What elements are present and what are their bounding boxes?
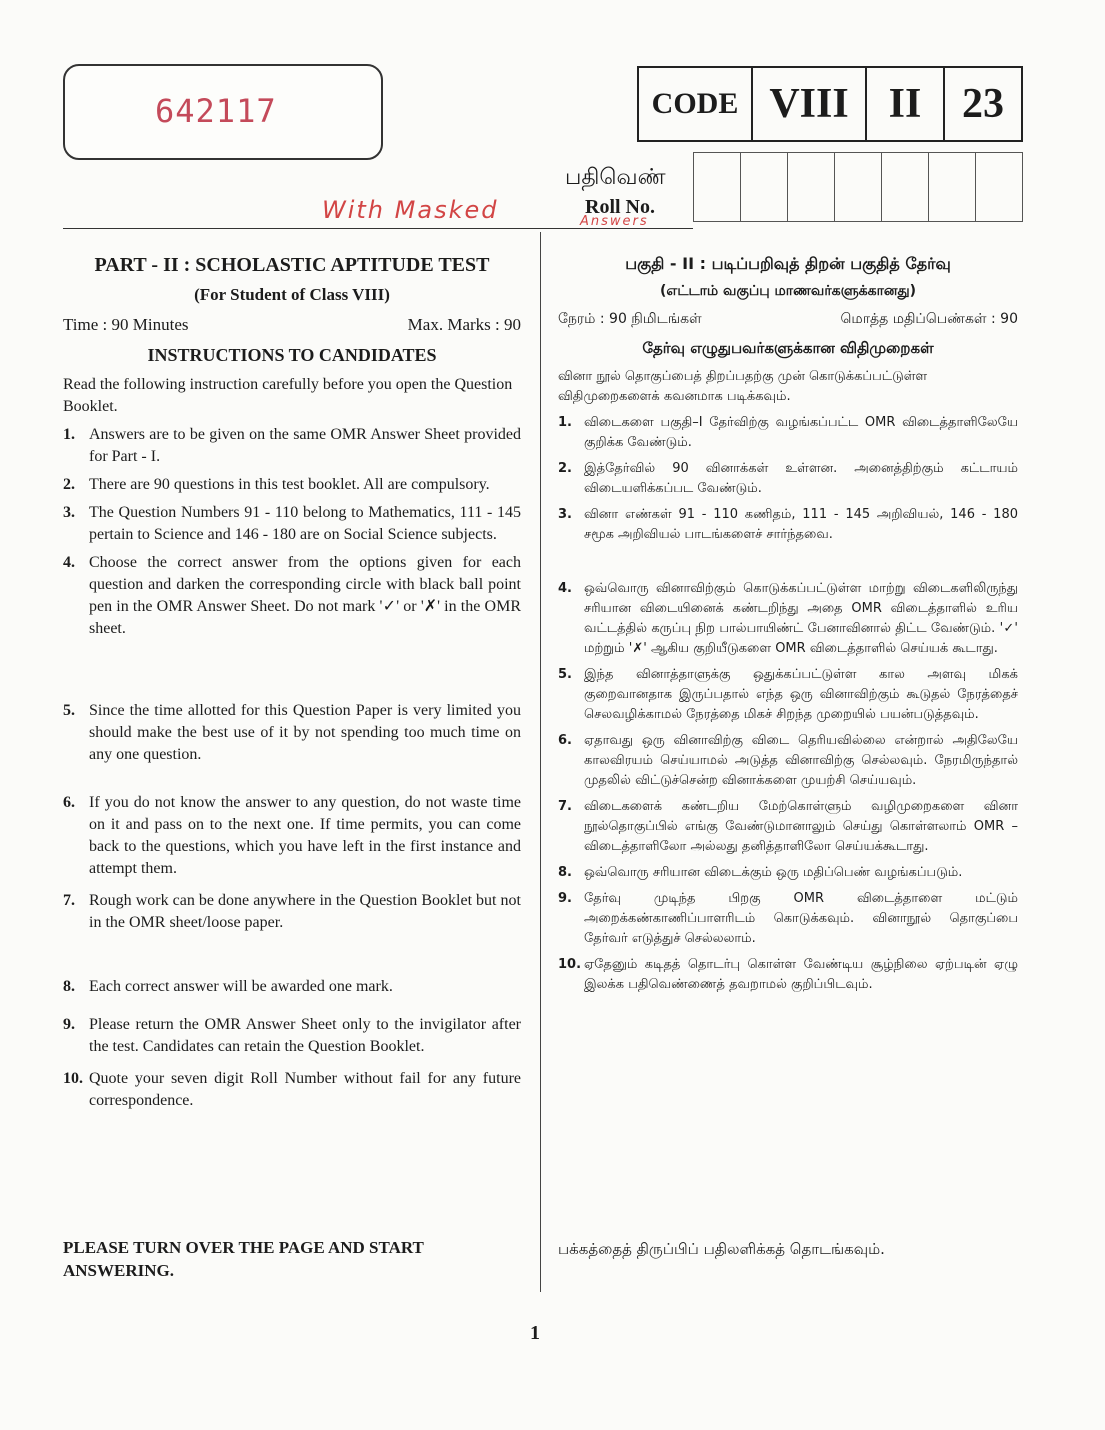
roll-label-tamil: பதிவெண் (565, 164, 666, 189)
list-item (63, 700, 521, 766)
item-number: 6. (558, 733, 572, 748)
english-intro: Read the following instruction carefully before you open the Question Booklet. (63, 376, 513, 415)
item-number: 3. (63, 504, 75, 521)
column-divider (540, 232, 541, 1292)
item-text: Each correct answer will be awarded one mark. (89, 978, 393, 995)
item-number: 1. (63, 426, 75, 443)
roll-number-cell[interactable] (835, 153, 882, 221)
list-item (63, 1014, 521, 1058)
list-item (63, 424, 521, 468)
item-text: இத்தேர்வில் 90 வினாக்கள் உள்ளன. அனைத்திற்கும் கட்டாயம் விடையளிக்கப்பட வேண்டும். (584, 461, 1018, 496)
list-item (63, 502, 521, 546)
list-item (63, 552, 521, 640)
list-item (558, 889, 1018, 949)
english-time: Time : 90 Minutes (63, 315, 189, 334)
item-number: 6. (63, 794, 75, 811)
item-text: ஒவ்வொரு வினாவிற்கும் கொடுக்கப்பட்டுள்ள மாற்று விடைகளிலிருந்து சரியான விடையினைக் கண்டறிந்து அதை OMR விடைத்தாளில் உரிய வட்டத்தில் கருப்பு நிற பால்பாயிண்ட் பேனாவினால் திட்ட வேண்டும். '✓' மற்றும் '✗' ஆகிய குறியீடுகளை OMR விடைத்தாளில் செய்யக் கூடாது. (584, 581, 1018, 656)
item-text: Choose the correct answer from the options given for each question and darken the corresponding circle with black ball point pen in the OMR Answer Sheet. Do not mark '✓' or '✗' in the OMR sheet. (89, 554, 521, 637)
english-column (63, 254, 521, 1280)
item-number: 2. (63, 476, 75, 493)
roll-number-cell[interactable] (976, 153, 1022, 221)
item-text: Rough work can be done anywhere in the Question Booklet but not in the OMR sheet/loose paper. (89, 892, 521, 931)
code-year: 23 (962, 81, 1004, 127)
item-number: 3. (558, 507, 572, 522)
code-class: VIII (753, 68, 867, 140)
item-number: 8. (63, 978, 75, 995)
list-item (63, 474, 521, 496)
list-item (558, 863, 1018, 883)
item-number: 5. (558, 667, 572, 682)
list-item (63, 890, 521, 934)
item-number: 2. (558, 461, 572, 476)
tamil-instructions-heading: தேர்வு எழுதுபவர்களுக்கான விதிமுறைகள் (642, 339, 934, 357)
roll-number-cell[interactable] (694, 153, 741, 221)
item-number: 10. (63, 1070, 83, 1087)
english-instructions-heading: INSTRUCTIONS TO CANDIDATES (147, 345, 437, 365)
tamil-time: நேரம் : 90 நிமிடங்கள் (558, 311, 702, 327)
header-rule (63, 228, 693, 229)
handwritten-annotation-2: Answers (580, 214, 649, 229)
item-number: 5. (63, 702, 75, 719)
item-text: If you do not know the answer to any question, do not waste time on it and pass on to the next one. If time permits, you can come back to the questions, which you have left in the first instance and attempt them. (89, 794, 521, 877)
tamil-marks: மொத்த மதிப்பெண்கள் : 90 (840, 311, 1018, 327)
code-part: II (867, 68, 945, 140)
code-label: CODE (639, 68, 753, 140)
tamil-instruction-list (558, 413, 1018, 995)
item-text: ஒவ்வொரு சரியான விடைக்கும் ஒரு மதிப்பெண் வழங்கப்படும். (584, 865, 963, 880)
english-time-marks (63, 315, 521, 335)
list-item (558, 797, 1018, 857)
item-number: 9. (558, 891, 572, 906)
item-number: 7. (558, 799, 572, 814)
list-item (558, 731, 1018, 791)
item-text: There are 90 questions in this test booklet. All are compulsory. (89, 476, 490, 493)
list-item (63, 792, 521, 880)
item-number: 4. (558, 581, 572, 596)
list-item (558, 413, 1018, 453)
list-item (558, 955, 1018, 995)
serial-number-box (63, 64, 383, 160)
english-footer: PLEASE TURN OVER THE PAGE AND START ANSWERING. (63, 1238, 424, 1280)
item-number: 10. (558, 957, 582, 972)
roll-number-grid (693, 152, 1023, 222)
tamil-column (558, 254, 1018, 1258)
item-text: The Question Numbers 91 - 110 belong to Mathematics, 111 - 145 pertain to Science and 146 - 180 are on Social Science subjects. (89, 504, 521, 543)
tamil-subtitle: (எட்டாம் வகுப்பு மாணவர்களுக்கானது) (660, 283, 916, 299)
item-text: வினா எண்கள் 91 - 110 கணிதம், 111 - 145 அறிவியல், 146 - 180 சமூக அறிவியல் பாடங்களைச் சார்ந்தவை. (584, 507, 1018, 542)
list-item (558, 579, 1018, 659)
item-number: 8. (558, 865, 572, 880)
list-item (63, 1068, 521, 1112)
tamil-footer: பக்கத்தைத் திருப்பிப் பதிலளிக்கத் தொடங்கவும். (558, 1240, 885, 1258)
english-subtitle: (For Student of Class VIII) (194, 285, 390, 304)
item-text: ஏதாவது ஒரு வினாவிற்கு விடை தெரியவில்லை என்றால் அதிலேயே காலவிரயம் செய்யாமல் அடுத்த வினாவிற்கு செல்லவும். நேரமிருந்தால் முதலில் விட்டுச்சென்ற வினாக்களை முயற்சி செய்யவும். (584, 733, 1018, 788)
item-text: விடைகளைக் கண்டறிய மேற்கொள்ளும் வழிமுறைகளை வினா நூல்தொகுப்பில் எங்கு வேண்டுமானாலும் செய்து கொள்ளலாம் OMR – விடைத்தாளிலோ அல்லது தனித்தாளிலோ செய்யக்கூடாது. (584, 799, 1018, 854)
list-item (558, 505, 1018, 545)
item-text: Answers are to be given on the same OMR Answer Sheet provided for Part - I. (89, 426, 521, 465)
english-instruction-list (63, 424, 521, 1112)
roll-label: Roll No. (585, 196, 655, 218)
english-title: PART - II : SCHOLASTIC APTITUDE TEST (94, 254, 490, 276)
tamil-time-marks (558, 311, 1018, 329)
item-text: ஏதேனும் கடிதத் தொடர்பு கொள்ள வேண்டிய சூழ்நிலை ஏற்படின் ஏழு இலக்க பதிவெண்ணைத் தவறாமல் குறிப்பிடவும். (584, 957, 1018, 992)
roll-number-cell[interactable] (741, 153, 788, 221)
item-text: தேர்வு முடிந்த பிறகு OMR விடைத்தாளை மட்டும் அறைக்கண்காணிப்பாளரிடம் கொடுக்கவும். வினாநூல் தொகுப்பை தேர்வர் எடுத்துச் செல்லலாம். (584, 891, 1018, 946)
page-number: 1 (530, 1322, 540, 1344)
item-number: 9. (63, 1016, 75, 1033)
list-item (63, 976, 521, 998)
roll-number-cell[interactable] (929, 153, 976, 221)
code-table (637, 66, 1023, 142)
serial-number: 642117 (155, 92, 277, 130)
item-number: 4. (63, 554, 75, 571)
tamil-intro: வினா நூல் தொகுப்பைத் திறப்பதற்கு முன் கொடுக்கப்பட்டுள்ள விதிமுறைகளைக் கவனமாக படிக்கவும். (558, 369, 928, 404)
item-text: விடைகளை பகுதி–I தேர்விற்கு வழங்கப்பட்ட OMR விடைத்தாளிலேயே குறிக்க வேண்டும். (584, 415, 1018, 450)
item-text: இந்த வினாத்தாளுக்கு ஒதுக்கப்பட்டுள்ள கால அளவு மிகக் குறைவானதாக இருப்பதால் எந்த ஒரு வினாவிற்கும் கூடுதல் நேரத்தைச் செலவழிக்காமல் நேரத்தை மிகச் சிறந்த முறையில் பயன்படுத்தவும். (584, 667, 1018, 722)
list-item (558, 665, 1018, 725)
roll-number-cell[interactable] (788, 153, 835, 221)
item-number: 7. (63, 892, 75, 909)
item-text: Please return the OMR Answer Sheet only to the invigilator after the test. Candidates can retain the Question Booklet. (89, 1016, 521, 1055)
roll-number-cell[interactable] (882, 153, 929, 221)
item-text: Quote your seven digit Roll Number without fail for any future correspondence. (89, 1070, 521, 1109)
english-marks: Max. Marks : 90 (407, 315, 521, 334)
tamil-title: பகுதி - II : படிப்பறிவுத் திறன் பகுதித் தேர்வு (625, 254, 951, 273)
item-text: Since the time allotted for this Question Paper is very limited you should make the best use of it by not spending too much time on any one question. (89, 702, 521, 763)
list-item (558, 459, 1018, 499)
handwritten-annotation: With Masked (322, 196, 499, 224)
item-number: 1. (558, 415, 572, 430)
